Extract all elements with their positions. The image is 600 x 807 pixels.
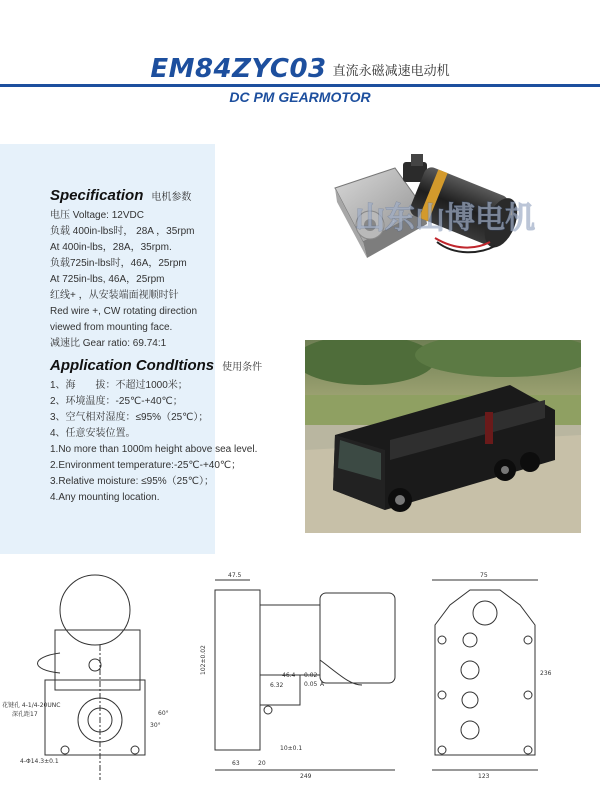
- dim-label: 30°: [150, 722, 161, 729]
- spec-line: 电压 Voltage: 12VDC: [50, 210, 144, 221]
- condition-line: 3、空气相对湿度：≤95%（25℃）；: [50, 412, 209, 423]
- dim-label: 75: [480, 572, 488, 579]
- condition-line: 2、环境温度：-25℃-+40℃；: [50, 396, 183, 407]
- spec-line: 减速比 Gear ratio: 69.74:1: [50, 338, 167, 349]
- dim-label: 4-Φ14.3±0.1: [20, 758, 59, 765]
- spec-line: viewed from mounting face.: [50, 322, 173, 333]
- header-title: [0, 54, 600, 84]
- specification-title-cn: 电机参数: [151, 192, 192, 203]
- spec-line: 负载725in-lbs时，46A，25rpm: [50, 258, 187, 269]
- dim-label: 60°: [158, 710, 169, 717]
- spec-line: Red wire +, CW rotating direction: [50, 306, 198, 317]
- model-name-cn: 直流永磁减速电动机: [332, 63, 450, 79]
- specification-list: [50, 208, 300, 352]
- application-title: Application CondItions: [50, 357, 215, 374]
- spec-line: At 400in-lbs，28A，35rpm.: [50, 242, 172, 253]
- dim-label: 236: [540, 670, 552, 677]
- dim-label: 6.32: [270, 682, 284, 689]
- specification-heading: [50, 186, 300, 208]
- dim-label: 47.5: [228, 572, 242, 579]
- condition-line: 3.Relative moisture: ≤95%（25℃）；: [50, 476, 215, 487]
- product-subtitle: DC PM GEARMOTOR: [229, 89, 371, 105]
- bus-photo: [305, 340, 581, 533]
- specification-title: Specification: [50, 187, 144, 204]
- spec-line: 红线+ ，从安装端面视顺时针: [50, 290, 179, 301]
- dim-label: 63: [232, 760, 240, 767]
- dim-label: 46.4: [282, 672, 296, 679]
- technical-drawings: [0, 565, 600, 807]
- dim-label: 20: [258, 760, 266, 767]
- dim-label: A: [320, 681, 325, 688]
- condition-line: 4、任意安装位置。: [50, 428, 136, 439]
- spec-line: 负载 400in-lbs时， 28A ，35rpm: [50, 226, 195, 237]
- dim-label: 0.05: [304, 681, 318, 688]
- model-number: EM84ZYC03: [150, 54, 327, 84]
- condition-line: 4.Any mounting location.: [50, 492, 160, 503]
- application-list: [50, 378, 300, 506]
- spec-line: At 725in-lbs, 46A，25rpm: [50, 274, 165, 285]
- application-title-cn: 使用条件: [222, 362, 263, 373]
- condition-line: 1.No more than 1000m height above sea level.: [50, 444, 258, 455]
- watermark: 山东山博电机: [355, 201, 535, 236]
- dim-label: 102±0.02: [200, 645, 207, 675]
- text-column: [50, 186, 300, 506]
- dim-label: 123: [478, 773, 490, 780]
- application-heading: [50, 356, 300, 378]
- dim-label: 深孔距17: [12, 711, 38, 718]
- header-divider: [0, 84, 600, 87]
- dim-label: 10±0.1: [280, 745, 303, 752]
- condition-line: 2.Environment temperature:-25℃-+40℃；: [50, 460, 242, 471]
- dim-label: 249: [300, 773, 312, 780]
- dim-label: 花键孔 4-1/4-20UNC: [2, 702, 61, 709]
- dim-label: 0.02: [304, 672, 318, 679]
- motor-photo: [315, 150, 575, 280]
- condition-line: 1、海 拔：不超过1000米；: [50, 380, 188, 391]
